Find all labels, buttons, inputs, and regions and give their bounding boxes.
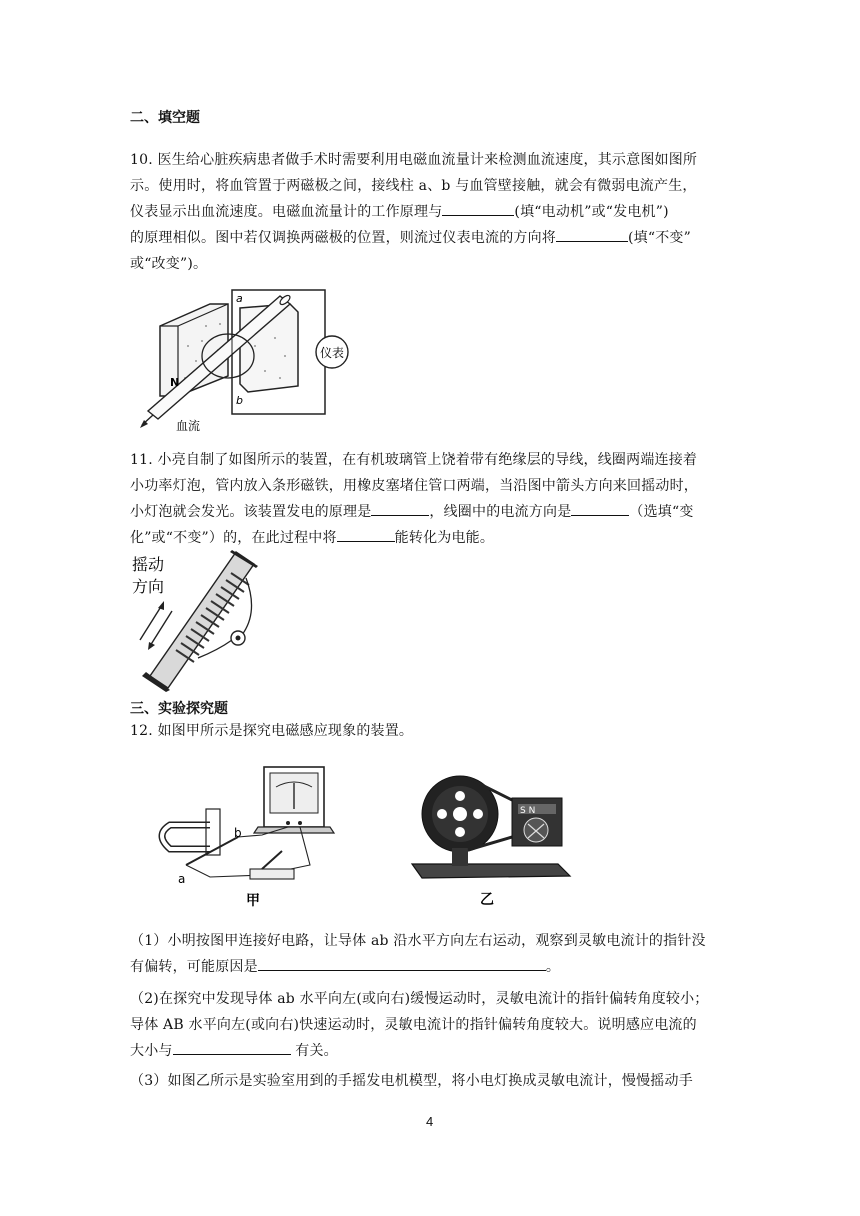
figure-yi	[408, 768, 588, 910]
flowmeter-figure	[140, 286, 360, 436]
q11-blank-1[interactable]	[371, 501, 429, 516]
figure-jia-caption: 甲	[246, 893, 260, 909]
question-11	[130, 447, 730, 551]
q10-line-1: 10. 医生给心脏疾病患者做手术时需要利用电磁血流量计来检测血流速度，其示意图如图所	[130, 152, 698, 168]
shake-label-1: 摇动	[132, 555, 165, 574]
shake-label-2: 方向	[132, 577, 165, 596]
q12-part-1-line-1: （1）小明按图甲连接好电路，让导体 ab 沿水平方向左右运动，观察到灵敏电流计的指针没	[130, 933, 706, 949]
section-heading-experiment: 三、实验探究题	[130, 701, 228, 717]
q12-blank-2[interactable]	[173, 1040, 291, 1055]
terminal-b-label: b	[236, 394, 243, 407]
q10-line-2: 示。使用时，将血管置于两磁极之间，接线柱 a、b 与血管壁接触，就会有微弱电流产生，	[130, 178, 697, 194]
q12-intro: 12. 如图甲所示是探究电磁感应现象的装置。	[130, 723, 414, 739]
q12-blank-1[interactable]	[258, 956, 546, 971]
page-number: 4	[426, 1114, 434, 1129]
q10-line-5: 或“改变”)。	[130, 256, 208, 272]
q11-line-4: 化”或“不变”）的，在此过程中将 能转化为电能。	[130, 525, 730, 551]
north-pole-label: N	[170, 376, 180, 389]
q11-blank-3[interactable]	[337, 527, 395, 542]
q10-line-3: 仪表显示出血流速度。电磁血流量计的工作原理与 (填“电动机”或“发电机”)	[130, 199, 730, 225]
meter-label: 仪表	[319, 346, 345, 360]
q12-part-1-line-2: 有偏转，可能原因是 。	[130, 954, 730, 980]
section-heading-fill-in: 二、填空题	[130, 110, 200, 126]
q11-line-1: 11. 小亮自制了如图所示的装置，在有机玻璃管上饶着带有绝缘层的导线，线圈两端连接着	[130, 452, 698, 468]
blood-flow-label: 血流	[176, 419, 201, 433]
q11-line-2: 小功率灯泡，管内放入条形磁铁，用橡皮塞堵住管口两端，当沿图中箭头方向来回摇动时，	[130, 478, 698, 494]
sn-label: S N	[520, 806, 536, 816]
q10-blank-1[interactable]	[442, 201, 514, 216]
q12-part-1	[130, 928, 730, 980]
q12-part-2	[130, 986, 730, 1064]
q12-part-2-line-3: 大小与 有关。	[130, 1038, 730, 1064]
q12-part-2-line-1: （2)在探究中发现导体 ab 水平向左(或向右)缓慢运动时，灵敏电流计的指针偏转角度较小；	[130, 991, 709, 1007]
q12-part-2-line-2: 导体 AB 水平向左(或向右)快速运动时，灵敏电流计的指针偏转角度较大。说明感应电流的	[130, 1017, 697, 1033]
q10-blank-2[interactable]	[556, 227, 628, 242]
terminal-a-label: a	[236, 292, 243, 305]
jia-label-a: a	[178, 872, 186, 886]
figure-yi-caption: 乙	[480, 892, 494, 908]
jia-label-b: b	[234, 826, 242, 840]
figure-jia	[150, 765, 350, 915]
question-10	[130, 147, 730, 277]
q11-blank-2[interactable]	[571, 501, 629, 516]
coil-tube-figure	[128, 550, 268, 692]
q12-part-3: （3）如图乙所示是实验室用到的手摇发电机模型，将小电灯换成灵敏电流计，慢慢摇动手	[130, 1073, 693, 1089]
q11-line-3: 小灯泡就会发光。该装置发电的原理是 ，线圈中的电流方向是 （选填“变	[130, 499, 730, 525]
q10-line-4: 的原理相似。图中若仅调换两磁极的位置，则流过仪表电流的方向将 (填“不变”	[130, 225, 730, 251]
